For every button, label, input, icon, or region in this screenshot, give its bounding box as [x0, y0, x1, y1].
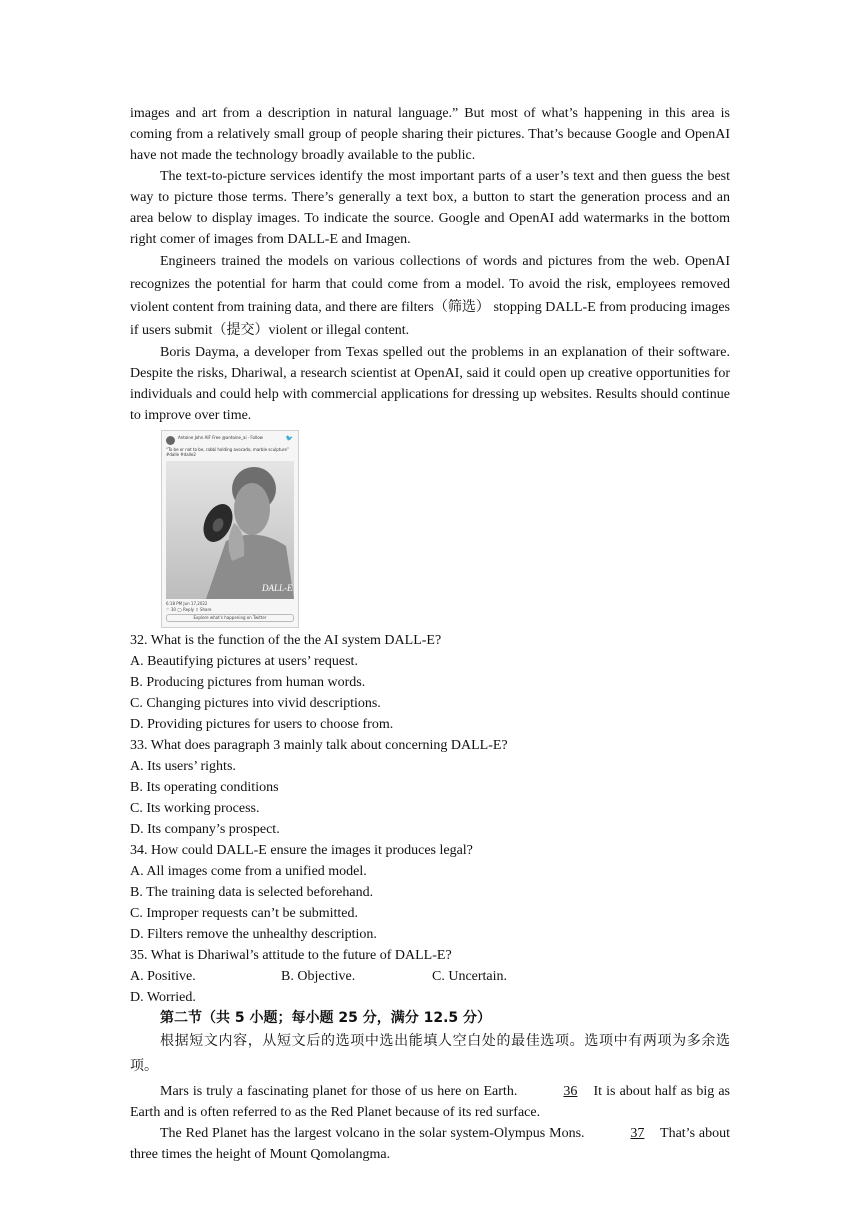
- q35-option-d: D. Worried.: [130, 990, 196, 1005]
- q34-option-b: B. The training data is selected beforehand.: [130, 885, 374, 900]
- mars-sentence-2: It is about half as big as Earth and is often referred to as the Red Planet because of its red surface.: [130, 1084, 731, 1120]
- paragraph-4: Boris Dayma, a developer from Texas spelled out the problems in an explanation of their software. Despite the risks, Dhariwal, a research scientist at OpenAI, said it could open up creative opportunities for individuals and could help with commercial applications for dressing up websites. Results should continue to improve over time.: [130, 345, 730, 423]
- mars-sentence-1: Mars is truly a fascinating planet for those of us here on Earth.: [160, 1084, 518, 1099]
- q35-option-c: C. Uncertain.: [432, 969, 508, 984]
- q33-option-b: B. Its operating conditions: [130, 780, 279, 795]
- exam-page: [130, 103, 730, 1165]
- q34-option-c: C. Improper requests can’t be submitted.: [130, 906, 358, 921]
- paragraph-2: The text-to-picture services identify the most important parts of a user’s text and then guess the best way to picture those terms. There’s generally a text box, a button to start the generation process and an area below to display images. To indicate the source. Google and OpenAI add watermarks in the bottom right comer of images from DALL-E and Imagen.: [130, 169, 730, 247]
- section-2-instruction: 根据短文内容，从短文后的选项中选出能填人空白处的最佳选项。选项中有两项为多余选项。: [130, 1033, 730, 1074]
- avatar: [166, 436, 175, 445]
- q35-stem: 35. What is Dhariwal’s attitude to the future of DALL-E?: [130, 948, 452, 963]
- q32-option-b: B. Producing pictures from human words.: [130, 675, 366, 690]
- twitter-bird-icon: 🐦: [285, 436, 293, 442]
- q32-option-a: A. Beautifying pictures at users’ request.: [130, 654, 358, 669]
- q33-options: [130, 756, 730, 840]
- blank-37: 37: [630, 1126, 645, 1141]
- q33-option-c: C. Its working process.: [130, 801, 260, 816]
- mars-paragraph-1: [130, 1081, 730, 1123]
- q33-option-a: A. Its users’ rights.: [130, 759, 236, 774]
- dalle-watermark: DALL-E: [262, 583, 293, 593]
- tweet-account: Antoine John AIF Free @antoine_ai · Follow: [178, 435, 263, 440]
- q33-stem: 33. What does paragraph 3 mainly talk about concerning DALL-E?: [130, 738, 508, 753]
- q33-option-d: D. Its company’s prospect.: [130, 822, 280, 837]
- paragraph-3: Engineers trained the models on various collections of words and pictures from the web. OpenAI recognizes the potential for harm that could come from a model. To avoid the risk, employees removed violent content from training data, and there are filters（筛选） stopping DALL-E from producing images if users submit（提交）violent or illegal content.: [130, 254, 730, 338]
- paragraph-1: images and art from a description in natural language.” But most of what’s happening in this area is coming from a relatively small group of people sharing their pictures. That’s because Google and OpenAI have not made the technology broadly available to the public.: [130, 106, 730, 163]
- dalle-tweet-figure: [161, 430, 299, 628]
- q32-option-c: C. Changing pictures into vivid descriptions.: [130, 696, 381, 711]
- q32-option-d: D. Providing pictures for users to choose from.: [130, 717, 394, 732]
- mars-sentence-4: That’s about three times the height of Mount Qomolangma.: [130, 1126, 730, 1162]
- mars-paragraph-2: [130, 1123, 730, 1165]
- tweet-footer: [166, 601, 294, 622]
- q32-stem: 32. What is the function of the the AI system DALL-E?: [130, 633, 442, 648]
- tweet-actions: ♡ 30 ◯ Reply ⇧ Share: [166, 607, 212, 612]
- section-2-heading: 第二节（共 5 小题；每小题 25 分，满分 12.5 分）: [160, 1010, 492, 1026]
- q34-option-d: D. Filters remove the unhealthy description.: [130, 927, 377, 942]
- explore-twitter-link: Explore what’s happening on Twitter: [166, 614, 294, 622]
- statue-avocado-image: [166, 461, 294, 599]
- tweet-text: “To be or not to be, rabbi holding avocado, marble sculpture” #dalle #dalle2: [166, 447, 289, 457]
- tweet-time: 6:18 PM Jun 17,2022: [166, 601, 208, 606]
- q34-stem: 34. How could DALL-E ensure the images it produces legal?: [130, 843, 473, 858]
- q35-option-a: A. Positive.: [130, 969, 196, 984]
- q34-option-a: A. All images come from a unified model.: [130, 864, 367, 879]
- q35-options: [130, 966, 730, 1008]
- mars-sentence-3: The Red Planet has the largest volcano in the solar system-Olympus Mons.: [160, 1126, 585, 1141]
- blank-36: 36: [563, 1084, 578, 1099]
- q35-option-b: B. Objective.: [281, 969, 356, 984]
